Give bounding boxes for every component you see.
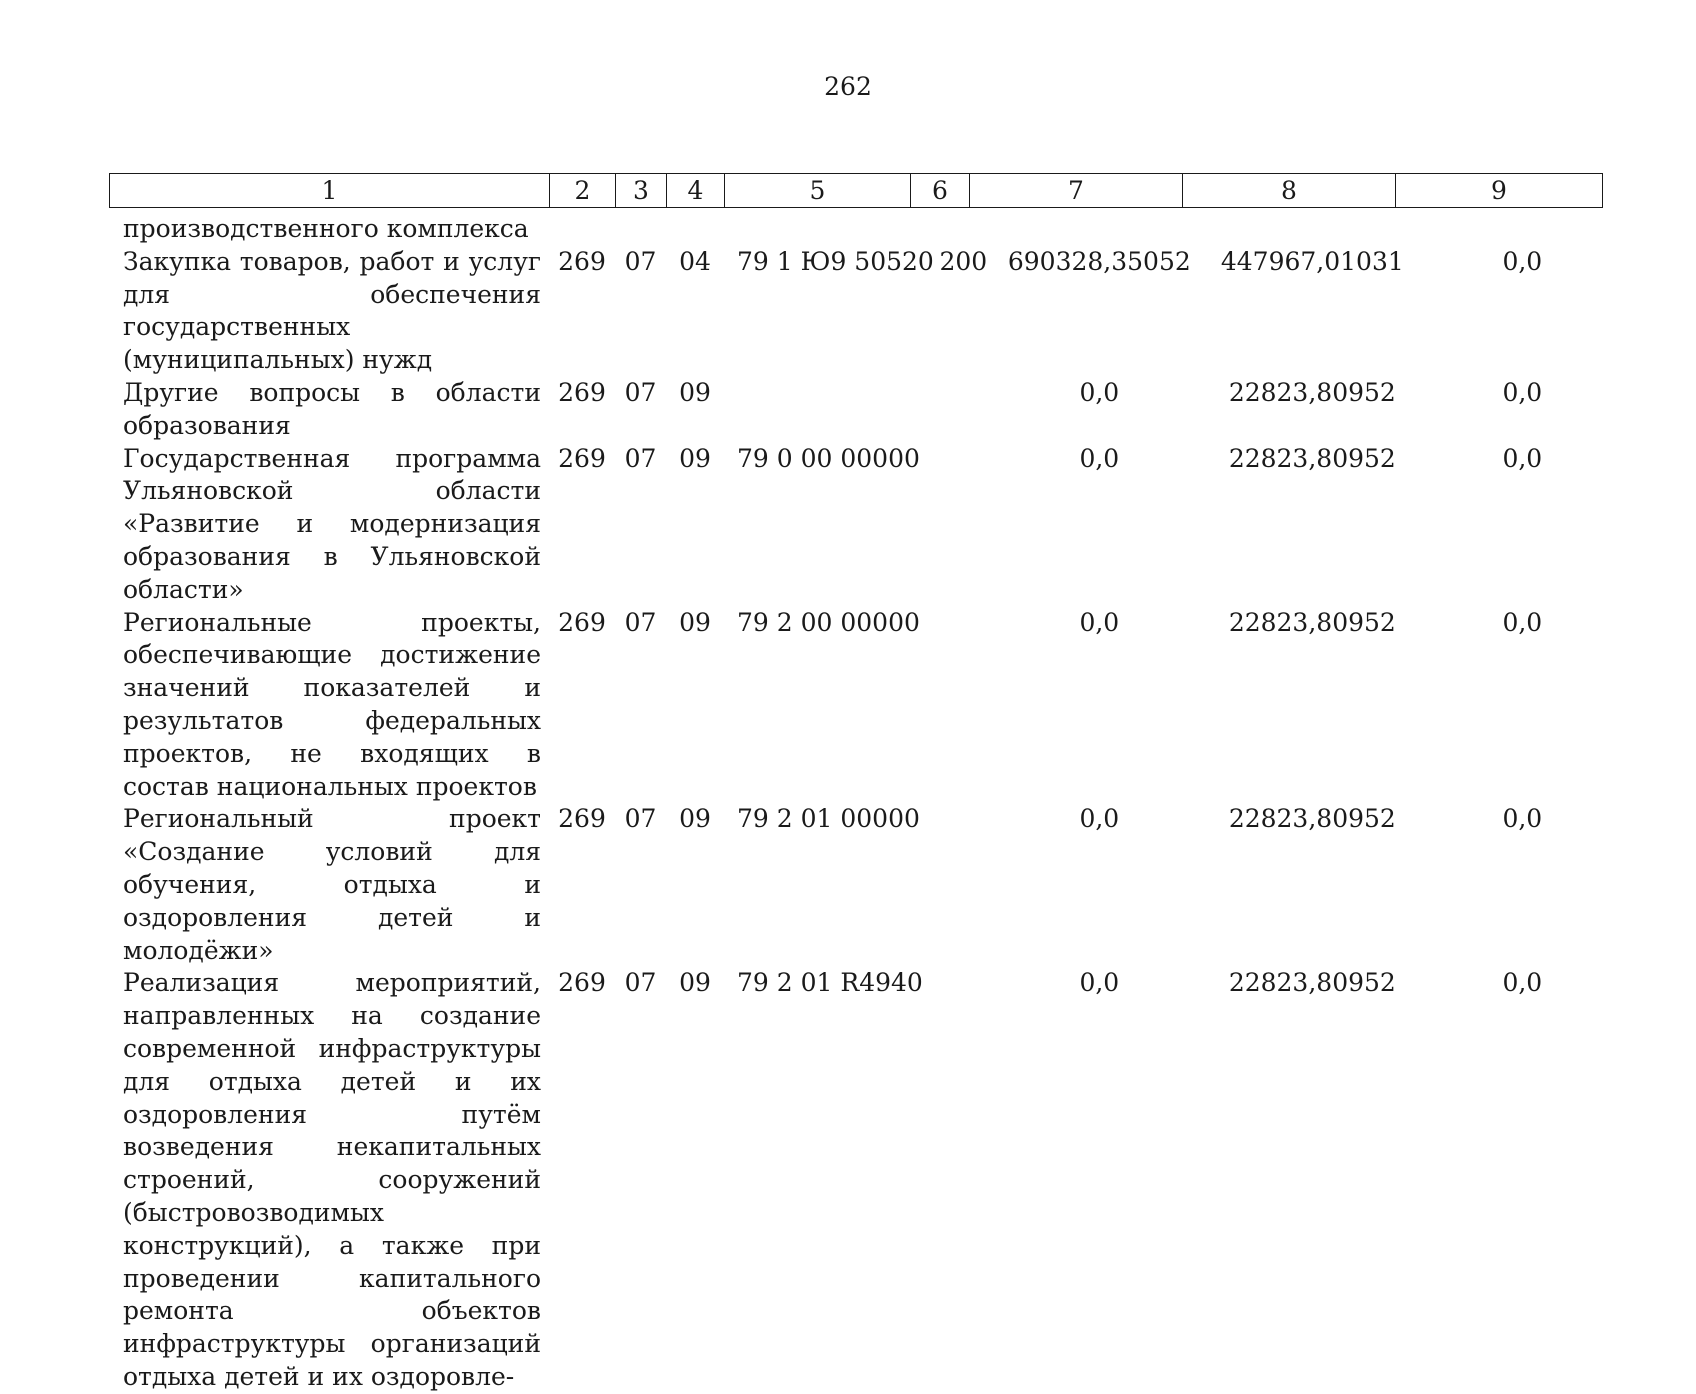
col-7: 0,0: [1079, 607, 1120, 637]
col-9: 0,0: [1502, 377, 1543, 407]
col-6: [934, 213, 993, 246]
row-name: Закупка товаров, работ и услуг для обеспечения государственных (муниципальных) нужд: [123, 246, 541, 375]
col-5: [724, 213, 934, 246]
col-4: 09: [679, 443, 711, 473]
col-8: 22823,80952: [1228, 804, 1396, 834]
col-6: [934, 443, 993, 607]
row-name: Реализация мероприятий, направленных на создание современной инфраструктуры для отдыха детей и их оздоровления путём возведения некапитальных строений, сооружений (быстровозводимых конструкций), а также при проведении капитального ремонта объектов инфраструктуры организаций отдыха детей и их оздоровле-: [123, 968, 541, 1391]
col-5: [724, 377, 934, 443]
col-5: 79 1 Ю9 50520: [737, 246, 934, 276]
table-row: [109, 443, 1626, 607]
col-8: 447967,01031: [1220, 246, 1404, 276]
col-9: 0,0: [1502, 607, 1543, 637]
header-col-6: 6: [911, 174, 970, 208]
header-col-9: 9: [1396, 174, 1603, 208]
header-col-8: 8: [1183, 174, 1396, 208]
table-row: [109, 213, 1626, 246]
column-header-table: [109, 173, 1603, 208]
col-8: [1206, 213, 1419, 246]
row-name: Региональный проект «Создание условий для обучения, отдыха и оздоровления детей и молодёжи»: [123, 804, 541, 965]
col-7: 690328,35052: [1007, 246, 1191, 276]
col-6: [934, 967, 993, 1393]
col-4: 09: [679, 607, 711, 637]
col-2: 269: [558, 607, 606, 637]
col-9: 0,0: [1502, 246, 1543, 276]
col-7: 0,0: [1079, 443, 1120, 473]
header-col-7: 7: [970, 174, 1183, 208]
col-6: 200: [939, 246, 988, 276]
col-5: 79 2 00 00000: [737, 607, 920, 637]
row-name: производственного комплекса: [123, 214, 529, 243]
table-row: [109, 246, 1626, 377]
col-2: 269: [558, 968, 606, 998]
col-8: 22823,80952: [1228, 443, 1396, 473]
col-2: [549, 213, 615, 246]
col-8: 22823,80952: [1228, 377, 1396, 407]
row-name: Государственная программа Ульяновской области «Развитие и модернизация образования в Ульяновской области»: [123, 443, 541, 604]
col-3: 07: [624, 246, 657, 276]
table-row: [109, 377, 1626, 443]
col-9: [1419, 213, 1626, 246]
col-7: 0,0: [1079, 377, 1120, 407]
col-2: 269: [558, 377, 606, 407]
col-3: 07: [624, 377, 657, 407]
col-3: 07: [624, 443, 657, 473]
table-row: [109, 607, 1626, 804]
col-3: 07: [624, 968, 657, 998]
col-3: 07: [624, 607, 657, 637]
col-3: [615, 213, 666, 246]
col-8: 22823,80952: [1228, 968, 1396, 998]
table-row: [109, 803, 1626, 967]
col-6: [934, 377, 993, 443]
col-5: 79 0 00 00000: [737, 443, 920, 473]
col-2: 269: [558, 246, 606, 276]
page-number: 262: [824, 72, 872, 101]
col-7: 0,0: [1079, 804, 1120, 834]
col-5: 79 2 01 R4940: [737, 968, 923, 998]
col-3: 07: [624, 804, 657, 834]
budget-table: [109, 213, 1626, 1394]
col-4: 04: [679, 246, 711, 276]
col-4: 09: [679, 377, 711, 407]
col-5: 79 2 01 00000: [737, 804, 920, 834]
header-col-4: 4: [667, 174, 725, 208]
col-7: [993, 213, 1206, 246]
col-4: 09: [679, 968, 711, 998]
col-4: 09: [679, 804, 711, 834]
header-col-2: 2: [550, 174, 616, 208]
col-6: [934, 607, 993, 804]
table-row: [109, 967, 1626, 1393]
row-name: Региональные проекты, обеспечивающие достижение значений показателей и результатов федеральных проектов, не входящих в состав национальных проектов: [123, 607, 541, 801]
col-9: 0,0: [1502, 968, 1543, 998]
col-4: [666, 213, 724, 246]
col-2: 269: [558, 443, 606, 473]
col-8: 22823,80952: [1228, 607, 1396, 637]
col-9: 0,0: [1502, 443, 1543, 473]
col-2: 269: [558, 804, 606, 834]
header-col-1: 1: [110, 174, 550, 208]
col-7: 0,0: [1079, 968, 1120, 998]
header-col-5: 5: [725, 174, 911, 208]
header-col-3: 3: [616, 174, 667, 208]
row-name: Другие вопросы в области образования: [123, 377, 541, 440]
col-9: 0,0: [1502, 804, 1543, 834]
header-row: [110, 174, 1603, 208]
col-6: [934, 803, 993, 967]
